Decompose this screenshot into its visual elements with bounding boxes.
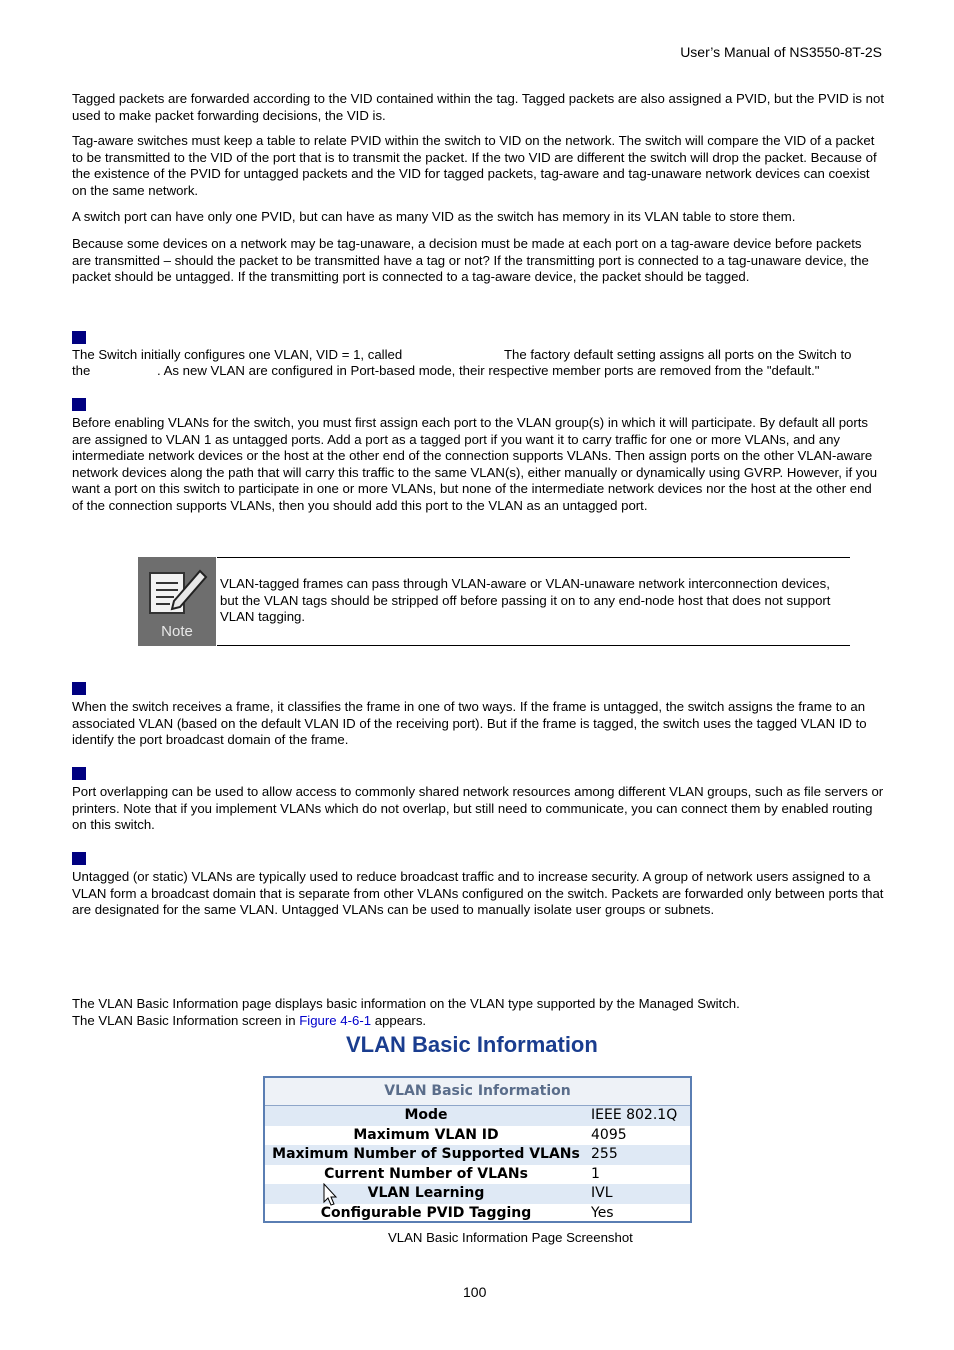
note-top-rule <box>217 557 850 558</box>
note-pencil-icon <box>138 557 216 627</box>
table-row <box>265 1126 690 1146</box>
panel-title: VLAN Basic Information <box>346 1032 598 1057</box>
section-bullet <box>72 398 86 411</box>
paragraph-overlapping: Port overlapping can be used to allow access to commonly shared network resources among different VLAN groups, such as file servers or printers. Note that if you implement VLANs which do not overlap, but still need to communicate, you can connect them by enabled routing on this switch. <box>72 784 884 833</box>
default-vlan-text-1a: The Switch initially configures one VLAN, VID = 1, called <box>72 347 403 362</box>
row-value: IEEE 802.1Q <box>591 1107 678 1123</box>
paragraph-tag-unaware: Because some devices on a network may be tag-unaware, a decision must be made at each port on a tag-aware device before packets are transmitted – should the packet to be transmitted have a tag or not? If the transmitting port is connected to a tag-unaware device, the packet should be untagged. If the transmitting port is connected to a tag-aware device, the packet should be tagged. <box>72 236 869 285</box>
note-icon <box>138 557 216 646</box>
row-key: Mode <box>404 1107 448 1123</box>
row-key: Maximum Number of Supported VLANs <box>272 1146 580 1162</box>
row-value: IVL <box>591 1185 613 1201</box>
figure-caption: VLAN Basic Information Page Screenshot <box>388 1230 633 1245</box>
note-text: VLAN-tagged frames can pass through VLAN-aware or VLAN-unaware network interconnection devices, but the VLAN tags should be stripped off before passing it on to any end-node host that does not support VLAN tagging. <box>220 576 831 625</box>
paragraph-pvid: A switch port can have only one PVID, but can have as many VID as the switch has memory in its VLAN table to store them. <box>72 209 796 224</box>
section-bullet <box>72 767 86 780</box>
paragraph-tagged-packets: Tagged packets are forwarded according to the VID contained within the tag. Tagged packets are also assigned a PVID, but the PVID is not used to make packet forwarding decisions, the VID is. <box>72 91 885 123</box>
basic-info-intro: The VLAN Basic Information page displays basic information on the VLAN type supported by the Managed Switch. <box>72 996 740 1011</box>
row-value: 1 <box>591 1165 600 1182</box>
basic-info-reference <box>72 1013 426 1030</box>
table-row <box>265 1165 690 1185</box>
table-row <box>265 1106 690 1126</box>
paragraph-untagged: Untagged (or static) VLANs are typically used to reduce broadcast traffic and to increase security. A group of network users assigned to a VLAN form a broadcast domain that is separate from other VLANs configured on the switch. Packets are forwarded only between ports that are designated for the same VLAN. Untagged VLANs can be used to manually isolate user groups or subnets. <box>72 869 884 918</box>
paragraph-assign-ports: Before enabling VLANs for the switch, you must first assign each port to the VLAN group(s) in which it will participate. By default all ports are assigned to VLAN 1 as untagged ports. Add a port as a tagged port if you want it to carry traffic for one or more VLANs, and any intermediate network devices or the host at the other end of the connection supports VLANs. Then assign ports on the other VLAN-aware network devices along the path that will carry this traffic to the same VLAN(s), either manually or dynamically using GVRP. However, if you want a port on this switch to participate in one or more VLANs, but none of the intermediate network devices nor the host at the other end of the connection supports VLANs, then you should add this port to the VLAN as an untagged port. <box>72 415 878 513</box>
paragraph-tag-aware: Tag-aware switches must keep a table to relate PVID within the switch to VID on the network. The switch will compare the VID of a packet to be transmitted to the VID of the port that is to transmit the packet. If the two VID are different the switch will drop the packet. Because of the existence of the PVID for untagged packets and the VID for tagged packets, tag-aware and tag-unaware network devices can coexist on the same network. <box>72 133 877 198</box>
paragraph-classification: When the switch receives a frame, it classifies the frame in one of two ways. If the frame is untagged, the switch assigns the frame to an associated VLAN (based on the default VLAN ID of the receiving port). But if the frame is tagged, the switch uses the tagged VLAN ID to identify the port broadcast domain of the frame. <box>72 699 867 748</box>
reference-suffix: appears. <box>374 1013 427 1028</box>
row-key: VLAN Learning <box>367 1185 485 1201</box>
row-key: Maximum VLAN ID <box>353 1126 499 1143</box>
section-bullet <box>72 852 86 865</box>
default-vlan-text-1b: The factory default setting assigns all ports on the Switch to <box>504 347 852 362</box>
row-value: 4095 <box>591 1126 627 1143</box>
page-number: 100 <box>463 1284 487 1300</box>
section-bullet <box>72 682 86 695</box>
table-header: VLAN Basic Information <box>265 1078 690 1106</box>
reference-prefix: The VLAN Basic Information screen in <box>72 1013 296 1028</box>
note-icon-label: Note <box>161 623 193 640</box>
row-key: Configurable PVID Tagging <box>320 1204 532 1221</box>
note-bottom-rule <box>217 645 850 646</box>
section-bullet <box>72 331 86 344</box>
row-key: Current Number of VLANs <box>324 1165 528 1182</box>
page-header: User’s Manual of NS3550-8T-2S <box>680 44 882 60</box>
row-value: Yes <box>591 1204 614 1221</box>
figure-link[interactable]: Figure 4-6-1 <box>299 1013 372 1028</box>
default-vlan-text-2a: the <box>72 363 91 378</box>
row-value: 255 <box>591 1146 618 1162</box>
mouse-cursor-icon <box>323 1183 339 1207</box>
table-row <box>265 1145 690 1165</box>
default-vlan-text-2b: . As new VLAN are configured in Port-based mode, their respective member ports are removed from the "default." <box>157 363 820 378</box>
